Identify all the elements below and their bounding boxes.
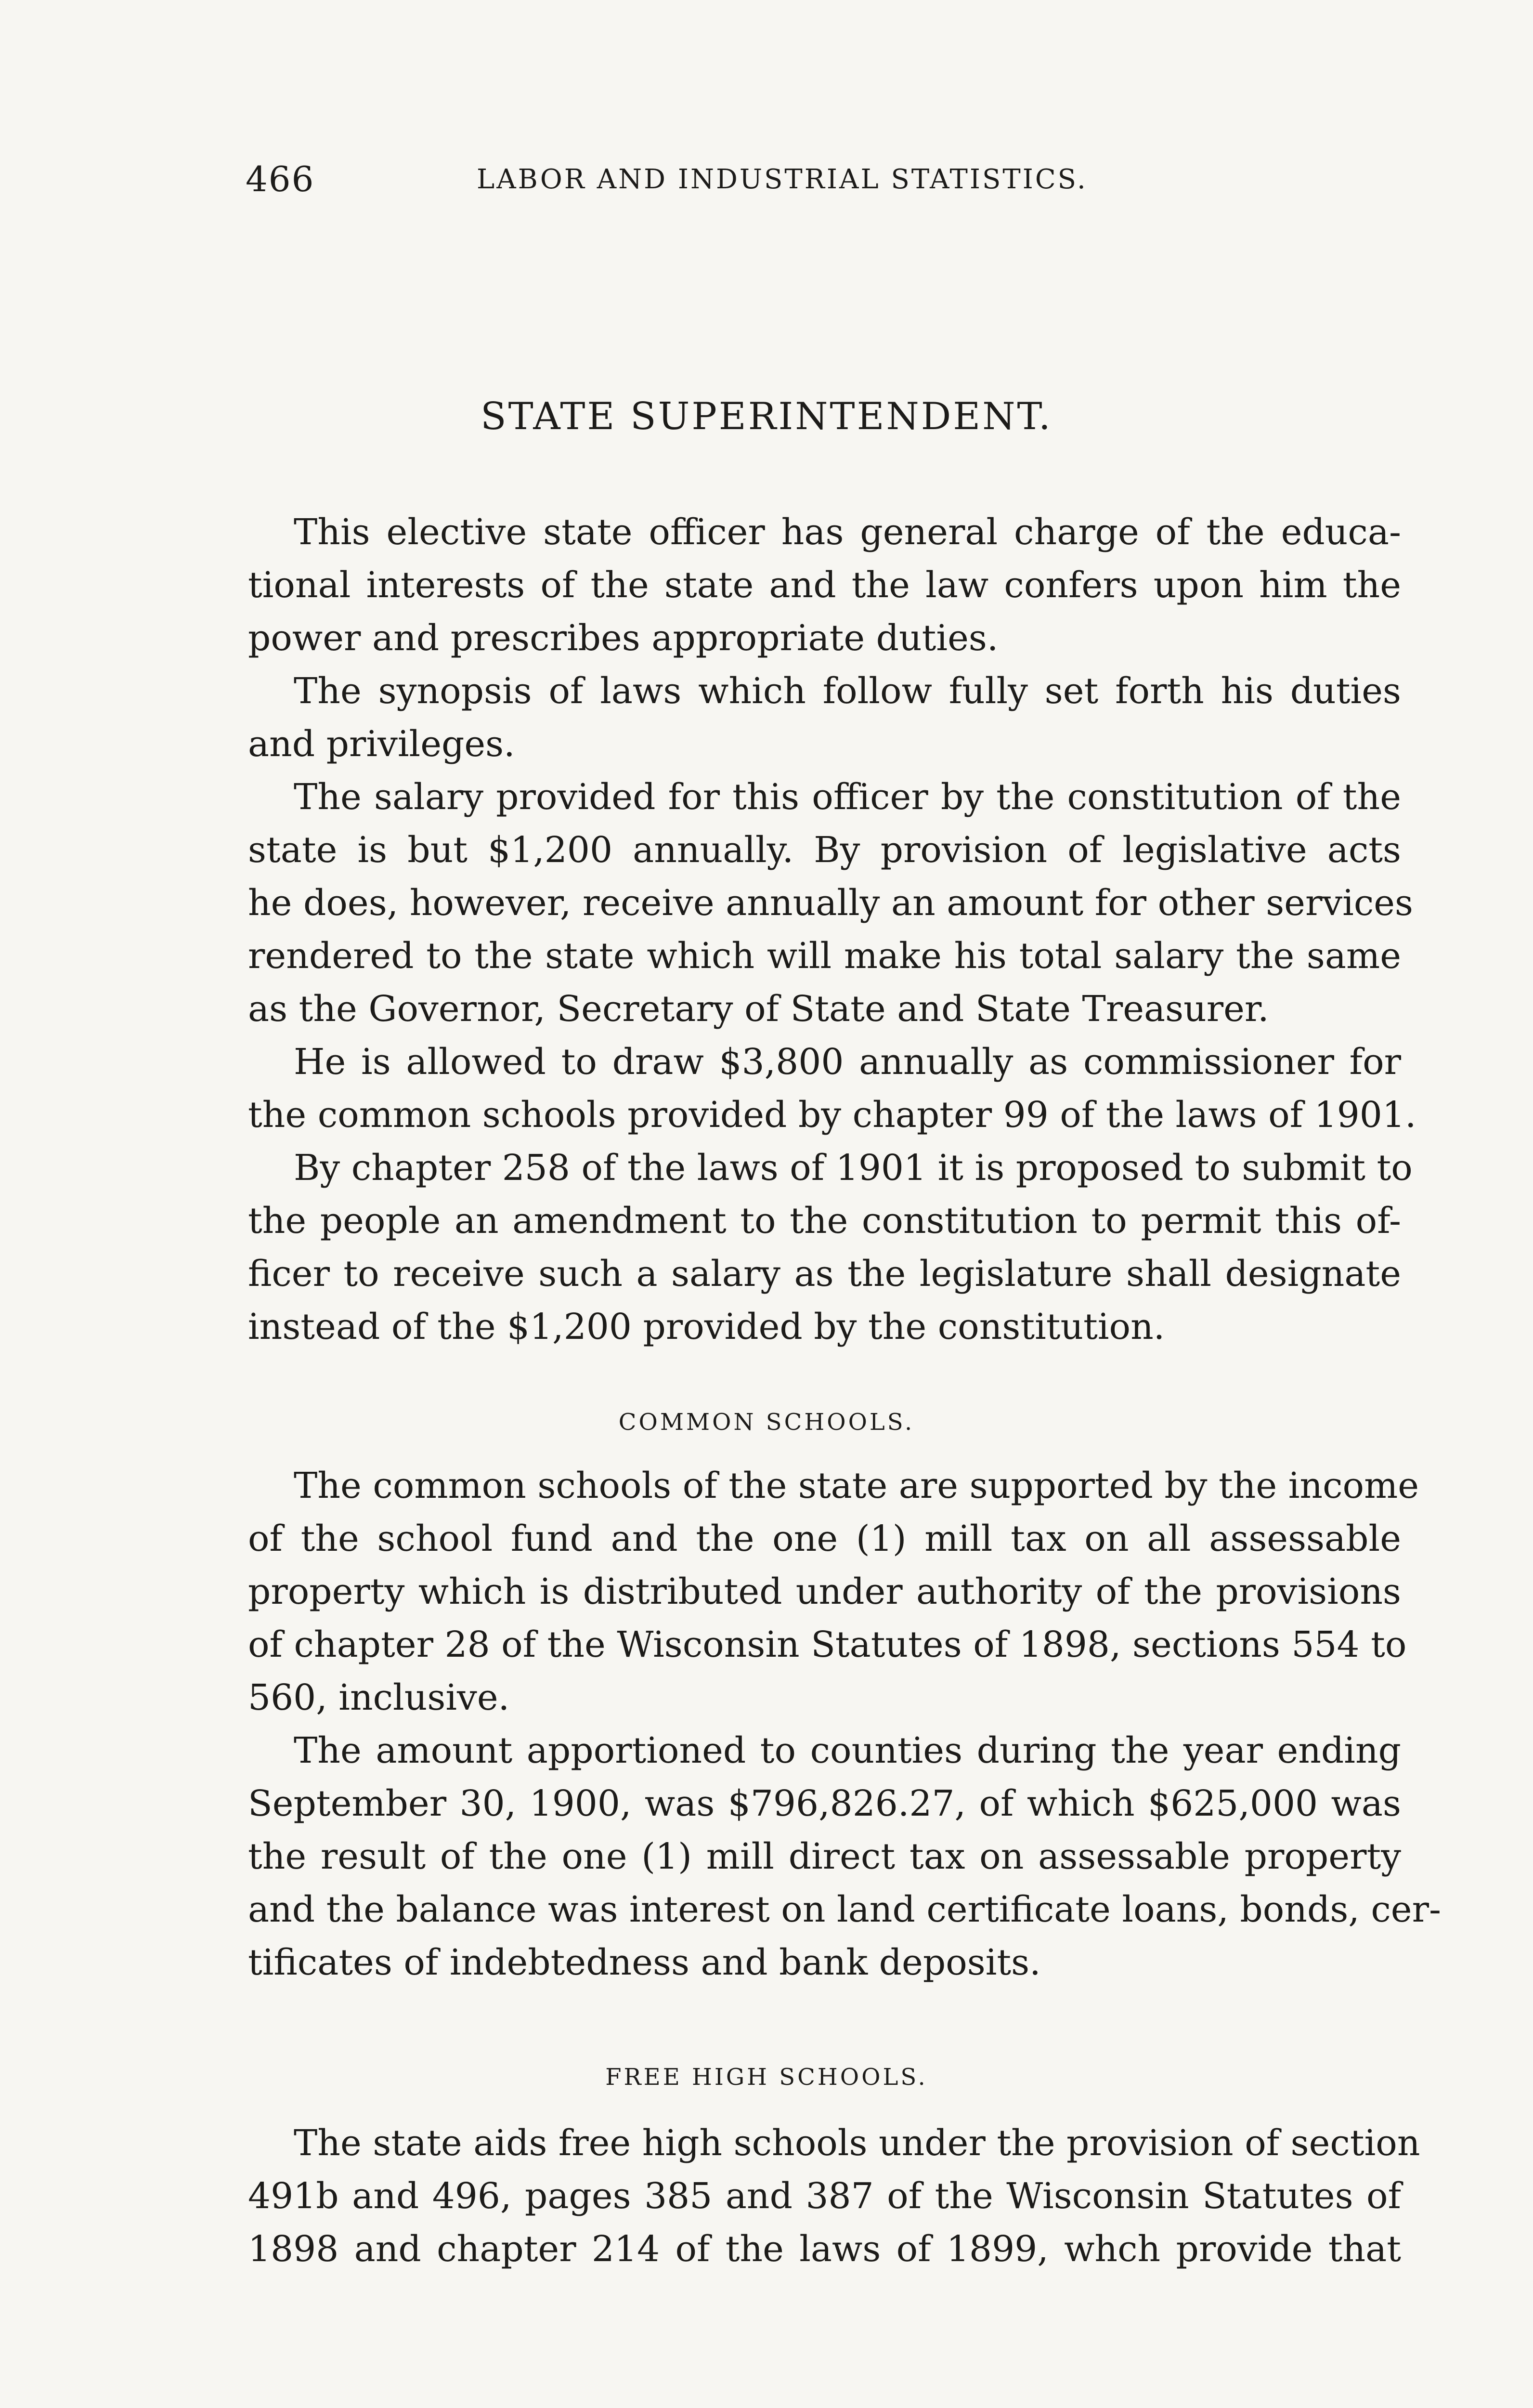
paragraph-duties [248, 506, 1401, 665]
paragraph-apportionment [248, 1724, 1441, 1989]
text-line: property which is distributed under authority of the provisions [248, 1571, 1401, 1612]
paragraph-salary [248, 771, 1414, 1035]
paragraph-synopsis [248, 665, 1401, 771]
text-line: instead of the $1,200 provided by the constitution. [248, 1306, 1165, 1348]
text-line: September 30, 1900, was $796,826.27, of which $625,000 was [248, 1783, 1401, 1824]
text-line: and privileges. [248, 723, 515, 765]
text-line: he does, however, receive annually an amount for other services [248, 882, 1414, 924]
text-line: The synopsis of laws which follow fully set forth his duties [294, 670, 1401, 712]
page-number: 466 [246, 159, 315, 199]
text-line: rendered to the state which will make his total salary the same [248, 935, 1401, 977]
paragraph-commissioner [248, 1035, 1416, 1141]
running-head [246, 159, 1208, 207]
text-line: This elective state officer has general charge of the educa- [294, 511, 1401, 553]
text-line: of chapter 28 of the Wisconsin Statutes of 1898, sections 554 to [248, 1624, 1407, 1665]
subheading-free-high-schools: FREE HIGH SCHOOLS. [605, 2064, 928, 2091]
text-line: The common schools of the state are supported by the income [294, 1465, 1419, 1506]
text-line: He is allowed to draw $3,800 annually as commissioner for [294, 1041, 1401, 1083]
paragraph-amendment [248, 1141, 1413, 1353]
text-line: tional interests of the state and the law confers upon him the [248, 564, 1401, 606]
text-line: tificates of indebtedness and bank deposits. [248, 1942, 1041, 1983]
text-line: state is but $1,200 annually. By provision of legislative acts [248, 829, 1401, 871]
text-line: as the Governor, Secretary of State and State Treasurer. [248, 988, 1269, 1030]
text-line: The state aids free high schools under the provision of section [294, 2122, 1420, 2164]
text-line: 1898 and chapter 214 of the laws of 1899, whch provide that [248, 2228, 1401, 2270]
text-line: the result of the one (1) mill direct tax on assessable property [248, 1836, 1401, 1877]
text-line: 491b and 496, pages 385 and 387 of the Wisconsin Statutes of [248, 2175, 1401, 2217]
text-line: power and prescribes appropriate duties. [248, 617, 999, 659]
text-line: The amount apportioned to counties during the year ending [294, 1730, 1401, 1771]
text-line: and the balance was interest on land certificate loans, bonds, cer- [248, 1889, 1441, 1930]
text-line: By chapter 258 of the laws of 1901 it is proposed to submit to [294, 1147, 1413, 1189]
paragraph-common-schools-support [248, 1459, 1419, 1724]
section-title: STATE SUPERINTENDENT. [481, 395, 1052, 438]
text-line: ficer to receive such a salary as the legislature shall designate [248, 1253, 1401, 1295]
paragraph-free-high-schools [248, 2117, 1420, 2276]
running-title: LABOR AND INDUSTRIAL STATISTICS. [477, 164, 1088, 195]
subheading-common-schools: COMMON SCHOOLS. [618, 1409, 915, 1436]
text-line: of the school fund and the one (1) mill tax on all assessable [248, 1518, 1401, 1559]
text-line: 560, inclusive. [248, 1677, 510, 1718]
text-line: the people an amendment to the constitution to permit this of- [248, 1200, 1401, 1242]
text-line: The salary provided for this officer by the constitution of the [294, 776, 1401, 818]
text-line: the common schools provided by chapter 99 of the laws of 1901. [248, 1094, 1416, 1136]
